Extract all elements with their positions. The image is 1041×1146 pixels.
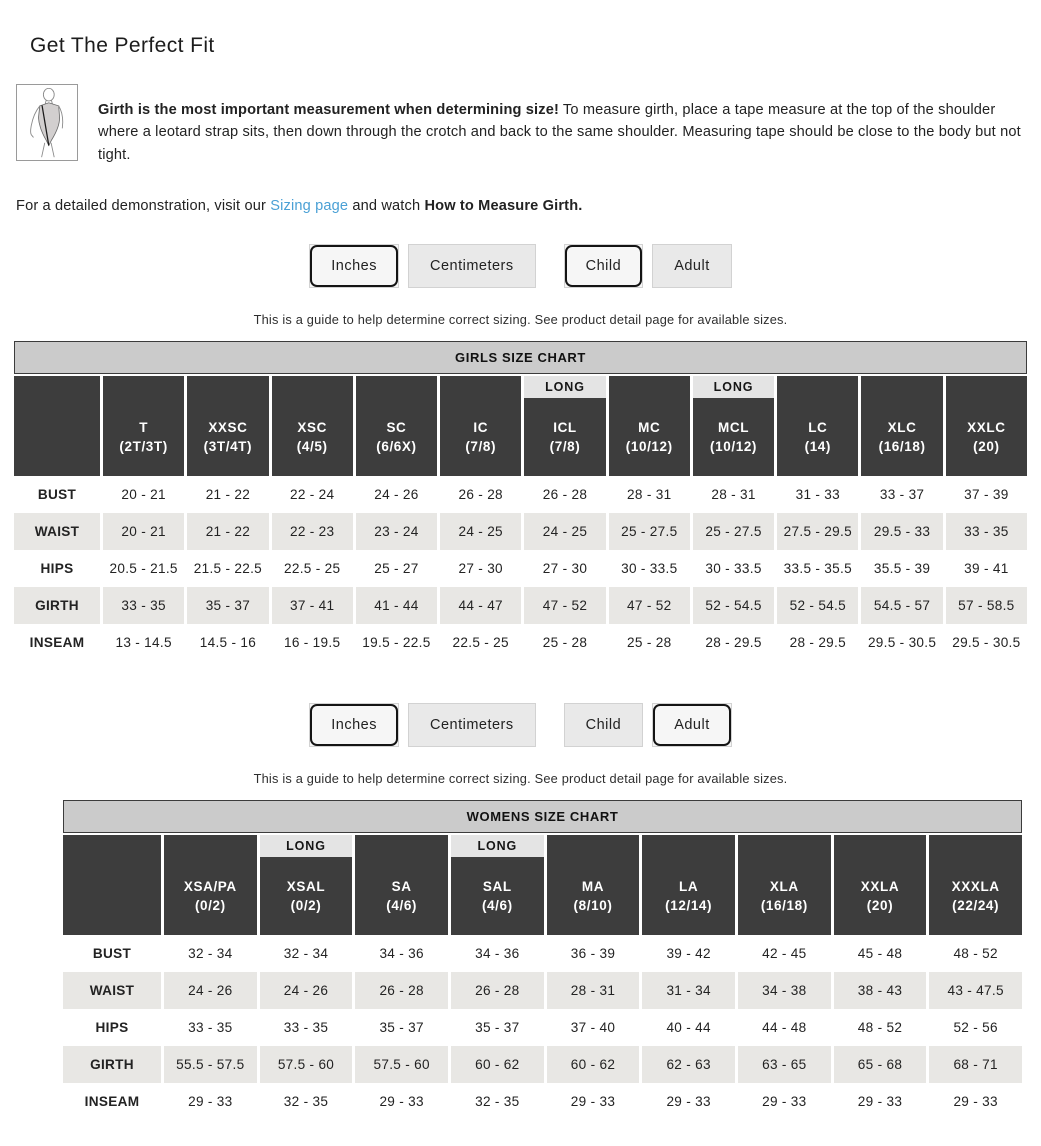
column-name: SA [391, 878, 412, 894]
size-cell: 32 - 35 [475, 1093, 520, 1109]
column-name: XLC [887, 419, 917, 435]
column-header-label [738, 857, 831, 935]
size-cell: 20 - 21 [121, 486, 166, 502]
column-sizes: (16/18) [878, 438, 926, 454]
girls-audience-toggle-group [564, 244, 732, 288]
long-spacer [738, 835, 831, 857]
table-row [63, 1046, 1022, 1083]
column-header-label [777, 398, 858, 476]
column-header-label [451, 857, 544, 935]
row-label: GIRTH [63, 1046, 161, 1083]
size-cell: 32 - 34 [283, 945, 329, 961]
size-cell: 35.5 - 39 [873, 560, 931, 576]
size-cell: 24 - 26 [164, 972, 257, 1009]
column-name: IC [473, 419, 489, 435]
column-header-label [440, 398, 521, 476]
long-badge: LONG [693, 376, 774, 398]
column-header-label [356, 398, 437, 476]
size-cell: 13 - 14.5 [115, 634, 172, 650]
row-label: WAIST [14, 513, 100, 550]
column-sizes: (14) [804, 438, 832, 454]
size-cell: 23 - 24 [356, 513, 437, 550]
size-cell: 30 - 33.5 [621, 560, 678, 576]
column-sizes: (12/14) [665, 897, 713, 913]
column-header [642, 835, 735, 935]
size-cell: 52 - 54.5 [777, 587, 858, 624]
size-cell: 20.5 - 21.5 [109, 560, 178, 576]
column-header [738, 835, 831, 935]
column-sizes: (4/5) [296, 438, 328, 454]
column-name: LC [808, 419, 828, 435]
row-label: HIPS [95, 1019, 129, 1035]
sizing-guide-note: This is a guide to help determine correct sizing. See product detail page for available sizes. [253, 770, 788, 786]
column-header [834, 835, 927, 935]
size-cell: 52 - 56 [953, 1019, 998, 1035]
girth-description-body: To measure girth, place a tape measure at the top of the shoulder where a leotard strap sits, then down through the crotch and back to the same shoulder. Measuring tape should be close to the body but not tight. [98, 101, 1021, 163]
leotard-figure-icon [16, 84, 78, 161]
size-cell: 42 - 45 [762, 945, 807, 961]
size-cell: 26 - 28 [451, 972, 544, 1009]
size-cell: 54.5 - 57 [861, 587, 942, 624]
chart-corner-cell [14, 376, 100, 476]
long-spacer [547, 835, 640, 857]
size-cell: 44 - 47 [440, 587, 521, 624]
column-name: XSAL [286, 878, 326, 894]
long-badge: LONG [260, 835, 353, 857]
demo-prefix: For a detailed demonstration, visit our [16, 197, 271, 214]
size-cell: 29 - 33 [379, 1093, 424, 1109]
table-row [63, 1009, 1022, 1046]
toggle-button-label: Inches [331, 257, 377, 274]
size-cell: 39 - 41 [964, 560, 1009, 576]
column-sizes: (7/8) [549, 438, 581, 454]
long-spacer [946, 376, 1027, 398]
toggle-button-label: Centimeters [429, 716, 514, 733]
size-cell: 36 - 39 [570, 945, 616, 961]
size-cell: 68 - 71 [929, 1046, 1022, 1083]
column-sizes: (20) [973, 438, 1000, 454]
size-cell: 31 - 34 [642, 972, 735, 1009]
size-cell: 25 - 28 [542, 634, 588, 650]
long-spacer [609, 376, 690, 398]
column-header-label [547, 857, 640, 935]
column-header [693, 376, 774, 476]
column-name: XXSC [208, 419, 248, 435]
table-row [63, 972, 1022, 1009]
size-cell: 29.5 - 33 [861, 513, 942, 550]
column-sizes: (10/12) [625, 438, 673, 454]
size-cell: 34 - 36 [475, 945, 520, 961]
size-cell: 43 - 47.5 [929, 972, 1022, 1009]
size-cell: 57.5 - 60 [355, 1046, 448, 1083]
toggle-button-label: Centimeters [429, 257, 514, 274]
womens-chart-body [63, 935, 1022, 1120]
toggle-centimeters-button[interactable] [408, 244, 536, 288]
column-sizes: (4/6) [386, 897, 418, 913]
size-cell: 22.5 - 25 [283, 560, 341, 576]
size-cell: 28 - 29.5 [705, 634, 762, 650]
long-spacer [929, 835, 1022, 857]
row-label: BUST [92, 945, 132, 961]
column-header-label [260, 857, 353, 935]
size-cell: 35 - 37 [475, 1019, 520, 1035]
toggle-button-label: Child [585, 716, 622, 733]
long-spacer [642, 835, 735, 857]
toggle-button-label: Adult [674, 257, 710, 274]
column-name: XLA [769, 878, 799, 894]
size-cell: 33 - 35 [283, 1019, 329, 1035]
girth-description [98, 99, 1025, 167]
size-cell: 65 - 68 [834, 1046, 927, 1083]
size-cell: 29 - 33 [570, 1093, 616, 1109]
column-name: XXLC [967, 419, 1006, 435]
size-cell: 32 - 35 [283, 1093, 329, 1109]
column-header-label [693, 398, 774, 476]
size-cell: 28 - 31 [711, 486, 756, 502]
size-cell: 29 - 33 [188, 1093, 233, 1109]
column-header-label [642, 857, 735, 935]
row-label: BUST [37, 486, 77, 502]
size-cell: 38 - 43 [834, 972, 927, 1009]
column-header-label [164, 857, 257, 935]
column-sizes: (6/6X) [376, 438, 417, 454]
column-name: ICL [553, 419, 577, 435]
womens-size-chart [63, 800, 1022, 1120]
row-label: HIPS [40, 560, 74, 576]
womens-chart-toggles [0, 703, 1041, 747]
size-cell: 33 - 35 [103, 587, 184, 624]
column-header [451, 835, 544, 935]
toggle-button-label: Child [585, 257, 622, 274]
size-cell: 33 - 37 [879, 486, 925, 502]
size-cell: 14.5 - 16 [199, 634, 257, 650]
size-cell: 26 - 28 [542, 486, 588, 502]
column-name: XXLA [860, 878, 900, 894]
size-cell: 60 - 62 [547, 1046, 640, 1083]
size-cell: 24 - 25 [440, 513, 521, 550]
size-cell: 27 - 30 [542, 560, 588, 576]
toggle-child-button[interactable] [564, 703, 644, 747]
column-name: T [139, 419, 149, 435]
toggle-adult-button[interactable] [652, 703, 732, 747]
size-cell: 29.5 - 30.5 [867, 634, 937, 650]
size-cell: 47 - 52 [524, 587, 605, 624]
column-header [609, 376, 690, 476]
size-cell: 47 - 52 [609, 587, 690, 624]
column-name: XSC [297, 419, 327, 435]
size-cell: 20 - 21 [103, 513, 184, 550]
size-cell: 25 - 27.5 [609, 513, 690, 550]
column-header-label [272, 398, 353, 476]
column-header-label [946, 398, 1027, 476]
column-name: XSA/PA [183, 878, 237, 894]
size-cell: 30 - 33.5 [705, 560, 762, 576]
size-cell: 41 - 44 [356, 587, 437, 624]
column-name: XXXLA [951, 878, 1000, 894]
column-sizes: (7/8) [465, 438, 497, 454]
womens-unit-toggle-group [309, 703, 535, 747]
row-label: WAIST [63, 972, 161, 1009]
long-spacer [164, 835, 257, 857]
size-cell: 32 - 34 [188, 945, 233, 961]
womens-audience-toggle-group [564, 703, 732, 747]
size-cell: 24 - 26 [260, 972, 353, 1009]
womens-chart-header-row [63, 835, 1022, 935]
size-cell: 22 - 23 [272, 513, 353, 550]
size-cell: 25 - 28 [627, 634, 672, 650]
sizing-guide-note: This is a guide to help determine correct sizing. See product detail page for available sizes. [253, 311, 788, 327]
long-spacer [861, 376, 942, 398]
long-spacer [355, 835, 448, 857]
column-header-label [834, 857, 927, 935]
size-cell: 24 - 26 [374, 486, 419, 502]
size-cell: 28 - 31 [627, 486, 672, 502]
column-header-label [609, 398, 690, 476]
size-cell: 29 - 33 [953, 1093, 998, 1109]
girth-intro-section [16, 84, 1025, 181]
column-header [929, 835, 1022, 935]
long-badge: LONG [524, 376, 605, 398]
girls-chart-body [14, 476, 1027, 661]
long-spacer [356, 376, 437, 398]
chart-corner-cell [63, 835, 161, 935]
size-cell: 25 - 27.5 [693, 513, 774, 550]
column-sizes: (8/10) [573, 897, 613, 913]
how-to-measure-girth-text: How to Measure Girth. [424, 197, 583, 214]
column-header [103, 376, 184, 476]
column-sizes: (0/2) [194, 897, 226, 913]
column-sizes: (16/18) [760, 897, 808, 913]
column-header-label [861, 398, 942, 476]
size-cell: 37 - 40 [570, 1019, 616, 1035]
column-name: MCL [718, 419, 750, 435]
column-header-label [355, 857, 448, 935]
size-cell: 62 - 63 [642, 1046, 735, 1083]
column-header-label [524, 398, 605, 476]
column-name: MA [581, 878, 605, 894]
size-cell: 26 - 28 [355, 972, 448, 1009]
size-cell: 40 - 44 [666, 1019, 711, 1035]
table-row [14, 550, 1027, 587]
column-sizes: (10/12) [710, 438, 758, 454]
toggle-inches-button[interactable] [309, 703, 399, 747]
column-sizes: (4/6) [481, 897, 513, 913]
long-spacer [272, 376, 353, 398]
girls-size-chart [14, 341, 1027, 661]
long-spacer [834, 835, 927, 857]
size-cell: 29.5 - 30.5 [952, 634, 1021, 650]
size-cell: 24 - 25 [524, 513, 605, 550]
page-title: Get The Perfect Fit [30, 34, 215, 57]
size-cell: 44 - 48 [762, 1019, 807, 1035]
column-name: SC [386, 419, 407, 435]
long-spacer [777, 376, 858, 398]
girls-chart-header-row [14, 376, 1027, 476]
demo-line [16, 198, 1025, 214]
size-cell: 28 - 29.5 [789, 634, 846, 650]
toggle-inches-button[interactable] [309, 244, 399, 288]
size-cell: 21.5 - 22.5 [193, 560, 263, 576]
size-cell: 29 - 33 [857, 1093, 903, 1109]
long-spacer [440, 376, 521, 398]
size-cell: 22 - 24 [289, 486, 335, 502]
table-row [14, 587, 1027, 624]
size-cell: 29 - 33 [762, 1093, 807, 1109]
size-cell: 63 - 65 [738, 1046, 831, 1083]
column-header [524, 376, 605, 476]
column-header [946, 376, 1027, 476]
size-cell: 19.5 - 22.5 [362, 634, 431, 650]
long-spacer [187, 376, 268, 398]
size-cell: 52 - 54.5 [693, 587, 774, 624]
size-cell: 57 - 58.5 [946, 587, 1027, 624]
size-cell: 37 - 41 [272, 587, 353, 624]
size-cell: 35 - 37 [187, 587, 268, 624]
column-header-label [187, 398, 268, 476]
size-cell: 57.5 - 60 [260, 1046, 353, 1083]
size-cell: 34 - 38 [738, 972, 831, 1009]
column-sizes: (22/24) [952, 897, 1000, 913]
toggle-child-button[interactable] [564, 244, 644, 288]
column-name: MC [638, 419, 661, 435]
demo-middle: and watch [348, 197, 425, 214]
size-cell: 60 - 62 [451, 1046, 544, 1083]
table-row [14, 476, 1027, 513]
column-sizes: (0/2) [290, 897, 322, 913]
column-name: SAL [482, 878, 512, 894]
girls-chart-toggles [0, 244, 1041, 288]
size-cell: 34 - 36 [379, 945, 424, 961]
toggle-centimeters-button[interactable] [408, 703, 536, 747]
column-header [440, 376, 521, 476]
long-badge: LONG [451, 835, 544, 857]
toggle-adult-button[interactable] [652, 244, 732, 288]
column-sizes: (20) [866, 897, 894, 913]
size-cell: 21 - 22 [205, 486, 251, 502]
toggle-button-label: Inches [331, 716, 377, 733]
size-cell: 48 - 52 [953, 945, 998, 961]
column-header [355, 835, 448, 935]
column-header [356, 376, 437, 476]
girls-chart-title: GIRLS SIZE CHART [14, 341, 1027, 374]
size-cell: 33.5 - 35.5 [783, 560, 852, 576]
size-cell: 33 - 35 [946, 513, 1027, 550]
table-row [14, 513, 1027, 550]
row-label: INSEAM [29, 634, 85, 650]
column-header-label [103, 398, 184, 476]
table-row [14, 624, 1027, 661]
table-row [63, 1083, 1022, 1120]
column-header [272, 376, 353, 476]
row-label: INSEAM [84, 1093, 140, 1109]
size-cell: 22.5 - 25 [452, 634, 509, 650]
size-cell: 39 - 42 [666, 945, 711, 961]
toggle-button-label: Adult [674, 716, 710, 733]
column-header [861, 376, 942, 476]
size-cell: 29 - 33 [666, 1093, 711, 1109]
size-cell: 35 - 37 [379, 1019, 424, 1035]
size-cell: 27.5 - 29.5 [777, 513, 858, 550]
size-cell: 33 - 35 [188, 1019, 233, 1035]
size-cell: 21 - 22 [187, 513, 268, 550]
table-row [63, 935, 1022, 972]
size-cell: 31 - 33 [795, 486, 841, 502]
column-sizes: (3T/4T) [203, 438, 253, 454]
size-cell: 45 - 48 [857, 945, 903, 961]
girth-description-lead: Girth is the most important measurement when determining size! [98, 101, 559, 118]
column-header [187, 376, 268, 476]
column-header-label [929, 857, 1022, 935]
size-cell: 28 - 31 [547, 972, 640, 1009]
column-header [547, 835, 640, 935]
size-cell: 48 - 52 [857, 1019, 903, 1035]
column-header [164, 835, 257, 935]
size-cell: 55.5 - 57.5 [164, 1046, 257, 1083]
column-header [777, 376, 858, 476]
column-sizes: (2T/3T) [119, 438, 168, 454]
size-cell: 26 - 28 [458, 486, 503, 502]
size-cell: 25 - 27 [374, 560, 419, 576]
long-spacer [103, 376, 184, 398]
size-cell: 37 - 39 [964, 486, 1009, 502]
sizing-page-link[interactable]: Sizing page [270, 197, 349, 214]
column-name: LA [679, 878, 699, 894]
size-cell: 27 - 30 [458, 560, 503, 576]
girls-unit-toggle-group [309, 244, 535, 288]
row-label: GIRTH [14, 587, 100, 624]
size-cell: 16 - 19.5 [283, 634, 341, 650]
womens-chart-title: WOMENS SIZE CHART [63, 800, 1022, 833]
column-header [260, 835, 353, 935]
